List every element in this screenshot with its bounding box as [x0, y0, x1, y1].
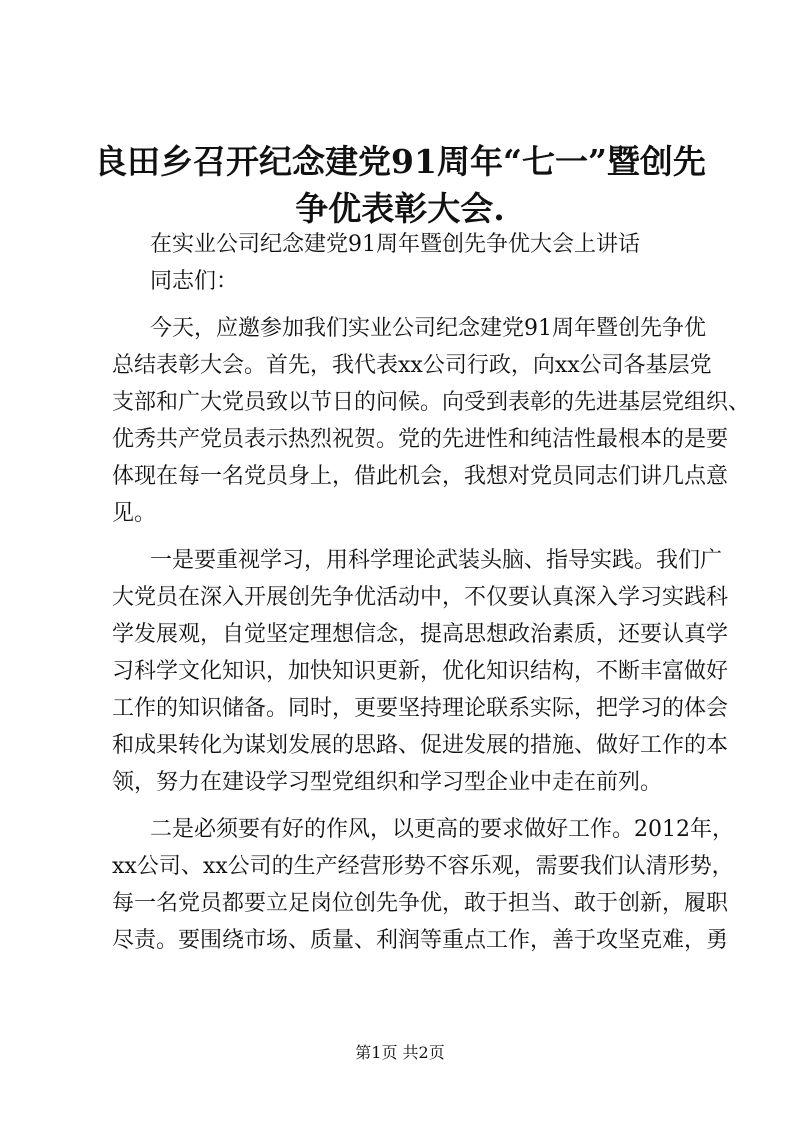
body-line: xx公司、xx公司的生产经营形势不容乐观，需要我们认清形势，	[112, 854, 734, 879]
body-line: 体现在每一名党员身上，借此机会，我想对党员同志们讲几点意	[112, 464, 729, 489]
body-line: 和成果转化为谋划发展的思路、促进发展的措施、做好工作的本	[112, 733, 729, 758]
body-line: 习科学文化知识，加快知识更新，优化知识结构，不断丰富做好	[112, 659, 729, 684]
body-line: 一是要重视学习，用科学理论武装头脑、指导实践。我们广	[150, 548, 723, 573]
body-line: 二是必须要有好的作风，以更高的要求做好工作。2012年，	[150, 817, 734, 842]
document-title-line-1: 良田乡召开纪念建党91周年“七一”暨创先	[94, 142, 706, 181]
body-line: 支部和广大党员致以节日的问候。向受到表彰的先进基层党组织、	[112, 390, 751, 415]
body-line: 优秀共产党员表示热烈祝贺。党的先进性和纯洁性最根本的是要	[112, 427, 729, 452]
document-subtitle: 在实业公司纪念建党91周年暨创先争优大会上讲话	[150, 232, 640, 257]
greeting: 同志们：	[150, 269, 239, 294]
page-footer: 第1页 共2页	[355, 1043, 445, 1062]
body-line: 领，努力在建设学习型党组织和学习型企业中走在前列。	[112, 770, 663, 795]
body-line: 今天，应邀参加我们实业公司纪念建党91周年暨创先争优	[150, 316, 706, 341]
body-line: 学发展观，自觉坚定理想信念，提高思想政治素质，还要认真学	[112, 622, 729, 647]
document-title-line-2: 争优表彰大会.	[295, 189, 505, 228]
body-line: 每一名党员都要立足岗位创先争优，敢于担当、敢于创新，履职	[112, 891, 729, 916]
body-line: 工作的知识储备。同时，更要坚持理论联系实际，把学习的体会	[112, 696, 729, 721]
body-line: 大党员在深入开展创先争优活动中，不仅要认真深入学习实践科	[112, 585, 729, 610]
body-line: 尽责。要围绕市场、质量、利润等重点工作，善于攻坚克难，勇	[112, 928, 729, 953]
body-line: 总结表彰大会。首先，我代表xx公司行政，向xx公司各基层党	[112, 353, 712, 378]
body-line: 见。	[112, 501, 157, 526]
